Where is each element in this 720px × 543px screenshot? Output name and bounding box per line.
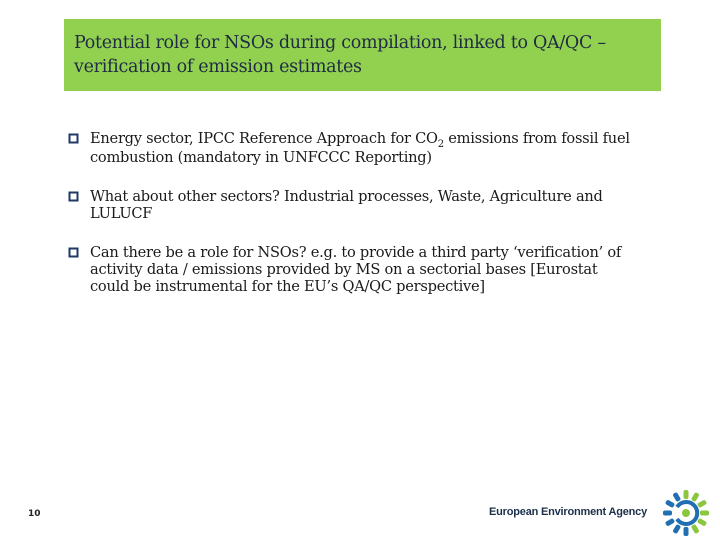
bullet-text: Energy sector, IPCC Reference Approach for CO <box>90 130 438 147</box>
bullet-line: What about other sectors? Industrial processes, Waste, Agriculture and <box>90 188 603 205</box>
bullet-line: Can there be a role for NSOs? e.g. to provide a third party ‘verification’ of <box>90 244 622 261</box>
slide-title <box>74 31 651 79</box>
bullet-list <box>68 130 668 317</box>
bullet-item-energy <box>68 130 668 166</box>
agency-name: European Environment Agency <box>489 506 647 518</box>
bullet-line: activity data / emissions provided by MS on a sectorial bases [Eurostat <box>90 261 598 278</box>
slide-title-line-2: verification of emission estimates <box>74 57 362 77</box>
eea-logo-icon <box>660 487 712 539</box>
bullet-item-other-sectors <box>68 188 668 222</box>
hollow-square-bullet-icon <box>68 133 79 144</box>
title-banner <box>64 19 661 91</box>
bullet-line <box>90 130 668 149</box>
bullet-line: could be instrumental for the EU’s QA/QC perspective] <box>90 278 485 295</box>
bullet-line: LULUCF <box>90 205 153 222</box>
bullet-line: combustion (mandatory in UNFCCC Reporting) <box>90 149 432 166</box>
slide-title-line-1: Potential role for NSOs during compilation, linked to QA/QC – <box>74 33 606 53</box>
bullet-item-role-for-nsos <box>68 244 668 295</box>
page-number: 10 <box>28 509 41 519</box>
hollow-square-bullet-icon <box>68 191 79 202</box>
hollow-square-bullet-icon <box>68 247 79 258</box>
bullet-text: emissions from fossil fuel <box>443 130 630 147</box>
subscript-text: 2 <box>437 139 444 150</box>
